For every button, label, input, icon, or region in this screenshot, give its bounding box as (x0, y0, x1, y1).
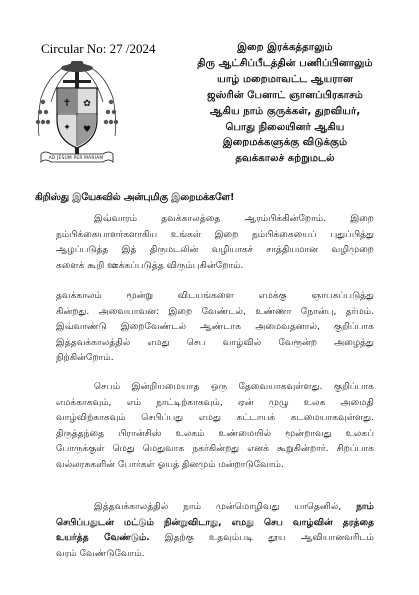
paragraph-line (56, 500, 374, 516)
paragraph-line: இவ்வாரம் தவக்காலத்தை ஆரம்பிக்கின்றோம். இறை (94, 214, 374, 224)
paragraph-line: இவ்வாண்டு இறைவேண்டல் ஆண்டாக அமைவதனால், குறிப்பாக (56, 322, 374, 333)
svg-text:✝: ✝ (62, 98, 72, 109)
svg-text:♥: ♥ (82, 125, 92, 135)
paragraph-line: நிற்கின்றோம். (56, 353, 114, 364)
heading-line: தவக்காலச் சுற்றுமடல் (235, 153, 335, 165)
text-plain: இதற்கு உதவும்படி தூய ஆவியானவரிடம் (149, 533, 374, 544)
paragraph-line: வல்லரசுகளின் போர்கள் ஓயத் தினமும் மன்றாடுவோம். (56, 459, 284, 470)
circular-label: Circular No: (41, 41, 107, 56)
text-bold: செபிப்பதுடன் மட்டும் நின்றுவிடாது, எமது செப வாழ்வின் தரத்தை (56, 517, 374, 528)
heading-line: இறைமக்களுக்கு விடுக்கும் (222, 137, 348, 149)
paragraph-line: தவக்காலம் மூன்று விடயங்களை எமக்கு ஞாபகப்படுத்து (56, 291, 374, 301)
text-plain: இத்தவக்காலத்தில் நாம் முன்மொழிவது யாதெனில், (94, 502, 357, 512)
paragraph-line (56, 516, 374, 532)
heading-line: திரு ஆட்சிப்பீடத்தின் பணிப்பினாலும் (197, 57, 373, 69)
paragraph-line (56, 531, 374, 547)
paragraph-2 (56, 289, 374, 367)
text-bold: உயர்த்த வேண்டும். (56, 533, 150, 544)
paragraph-1 (56, 212, 374, 274)
heading-line: இறை இரக்கத்தாலும் (237, 42, 333, 53)
heading-line: யாழ் மறைமாவட்ட ஆயரான (217, 73, 353, 85)
text-bold: நாம் (356, 502, 374, 512)
svg-text:✿: ✿ (83, 99, 91, 109)
svg-text:✦: ✦ (63, 123, 71, 133)
heading-line: பொது நிலையினர் ஆகிய (225, 121, 345, 133)
crest-motto: AD JESUM PER MARIAM (48, 156, 104, 161)
paragraph-line: போருக்குள் மெது மெதுவாக நகர்கின்றது எனக் கூறுகின்றார். சிறப்பாக (56, 444, 374, 455)
paragraph-4 (56, 500, 374, 562)
heading-line: ஜஸ்ரின் பேனாட் ஞானப்பிரகாசம் (207, 89, 363, 101)
paragraph-line: வாழ்விற்காகவும் செபிப்பது எமது கட்டாயக் கடமையாகவுள்ளது. (56, 413, 374, 424)
greeting: கிறிஸ்து இயேசுவில் அன்புமிகு இறைமக்களே! (35, 192, 235, 203)
paragraph-line: திருத்தந்தை பிரான்சிஸ் உலகம் உண்மையில் மூன்றாவது உலகப் (56, 428, 374, 439)
circular-number (41, 41, 155, 57)
circular-value: 27 /2024 (109, 41, 156, 56)
paragraph-line: இத்தவக்காலத்தில் எமது செப வாழ்வில் வேரூன்ற அழைத்து (56, 337, 374, 348)
paragraph-line: ஆழப்படுத்த இத் திருமடலின் வழியாகச் சாத்தியமான வழிமுறை (56, 245, 374, 256)
heading-line: ஆகிய நாம் குருக்கள், துறவியர், (209, 105, 361, 117)
paragraph-line: செபம் இன்றியமையாத ஒரு தேவையாகவுள்ளது. குறிப்பாக (94, 382, 374, 392)
paragraph-line: நம்பிக்கையாளர்களாகிய உங்கள் இறை நம்பிக்கையைப் புதுப்பித்து (56, 229, 374, 240)
paragraph-line: களைக் கூறி ஊக்கப்படுத்த விரும்புகின்றோம். (56, 260, 244, 271)
paragraph-line: கின்றது. அவையாவன: இறை வேண்டல், உண்ணா நோன்பு, தர்மம். (56, 306, 374, 317)
paragraph-line: எமக்காகவும், எம் நாட்டிற்காகவும், ஏன் முழு உலக அமைதி (56, 397, 374, 408)
paragraph-line: வரம் வேண்டுவோம். (56, 548, 145, 559)
paragraph-3 (56, 380, 374, 474)
letter-heading (172, 40, 398, 167)
